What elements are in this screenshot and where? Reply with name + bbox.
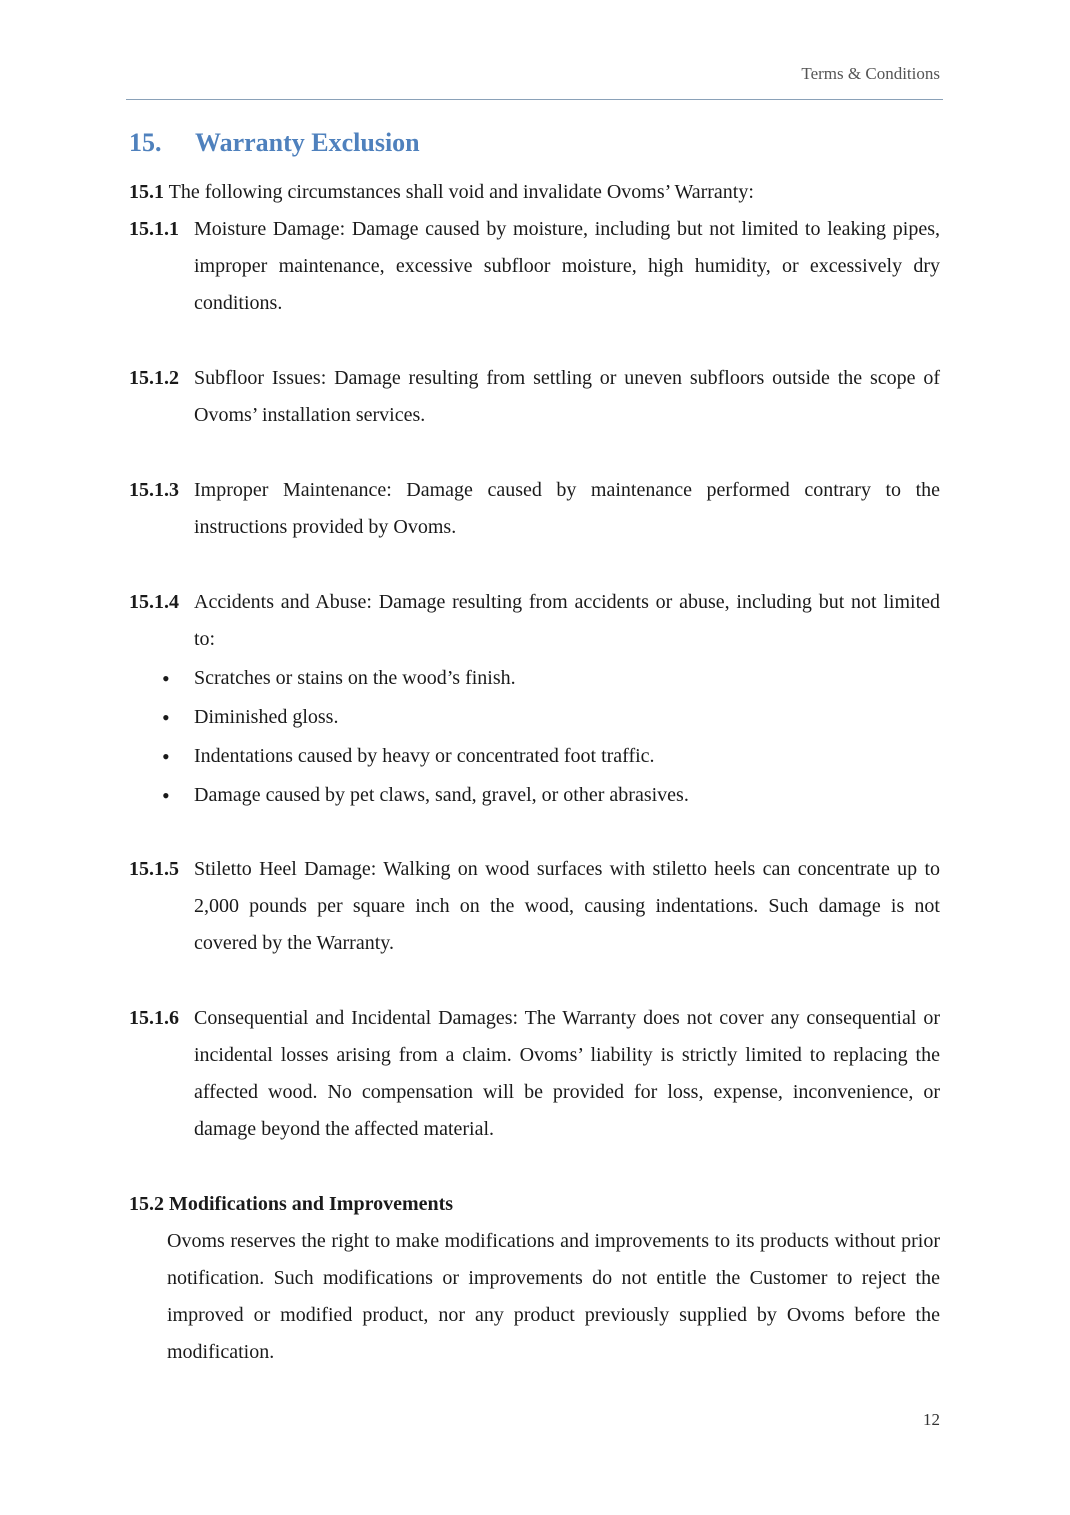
clause-text: Consequential and Incidental Damages: The Warranty does not cover any consequential or incidental losses arising from a claim. Ovoms’ liability is strictly limited to replacing the affected wood. No compensation will be provided for loss, expense, inconvenience, or damage beyond the affected material. <box>194 1007 940 1140</box>
clause-text: Accidents and Abuse: Damage resulting from accidents or abuse, including but not limited to: <box>194 591 940 650</box>
intro-number: 15.1 <box>129 181 164 203</box>
bullet-item: Diminished gloss. <box>194 706 339 728</box>
bullet-marker: • <box>162 666 170 691</box>
page-number: 12 <box>923 1410 940 1429</box>
clause-number: 15.1.2 <box>129 367 179 389</box>
bullet-marker: • <box>162 783 170 808</box>
modifications-heading: 15.2 Modifications and Improvements <box>129 1193 454 1215</box>
bullet-marker: • <box>162 744 170 769</box>
intro-text: The following circumstances shall void and invalidate Ovoms’ Warranty: <box>168 181 754 203</box>
bullet-item: Indentations caused by heavy or concentrated foot traffic. <box>194 745 655 767</box>
section-heading <box>129 128 420 158</box>
intro-paragraph <box>129 174 940 211</box>
bullet-marker: • <box>162 705 170 730</box>
clause-number: 15.1.3 <box>129 479 179 501</box>
clause-number: 15.1.5 <box>129 858 179 880</box>
bullet-item: Scratches or stains on the wood’s finish. <box>194 667 516 689</box>
modifications-text: Ovoms reserves the right to make modifications and improvements to its products without prior notification. Such modifications or improvements do not entitle the Customer to reject the improved or modified product, nor any product previously supplied by Ovoms before the modification. <box>167 1230 940 1363</box>
clause-number: 15.1.4 <box>129 591 179 613</box>
header-title: Terms & Conditions <box>801 64 940 83</box>
clause-number: 15.1.6 <box>129 1007 179 1029</box>
clause-text: Improper Maintenance: Damage caused by maintenance performed contrary to the instructions provided by Ovoms. <box>194 479 940 538</box>
clause-text: Stiletto Heel Damage: Walking on wood surfaces with stiletto heels can concentrate up to 2,000 pounds per square inch on the wood, causing indentations. Such damage is not covered by the Warranty. <box>194 858 940 954</box>
clause-text: Subfloor Issues: Damage resulting from settling or uneven subfloors outside the scope of Ovoms’ installation services. <box>194 367 940 426</box>
clause-number: 15.1.1 <box>129 218 179 240</box>
header-rule <box>126 99 943 100</box>
bullet-item: Damage caused by pet claws, sand, gravel, or other abrasives. <box>194 784 689 806</box>
section-title: Warranty Exclusion <box>195 128 420 157</box>
section-number: 15. <box>129 128 162 157</box>
clause-text: Moisture Damage: Damage caused by moisture, including but not limited to leaking pipes, improper maintenance, excessive subfloor moisture, high humidity, or excessively dry conditions. <box>194 218 940 314</box>
